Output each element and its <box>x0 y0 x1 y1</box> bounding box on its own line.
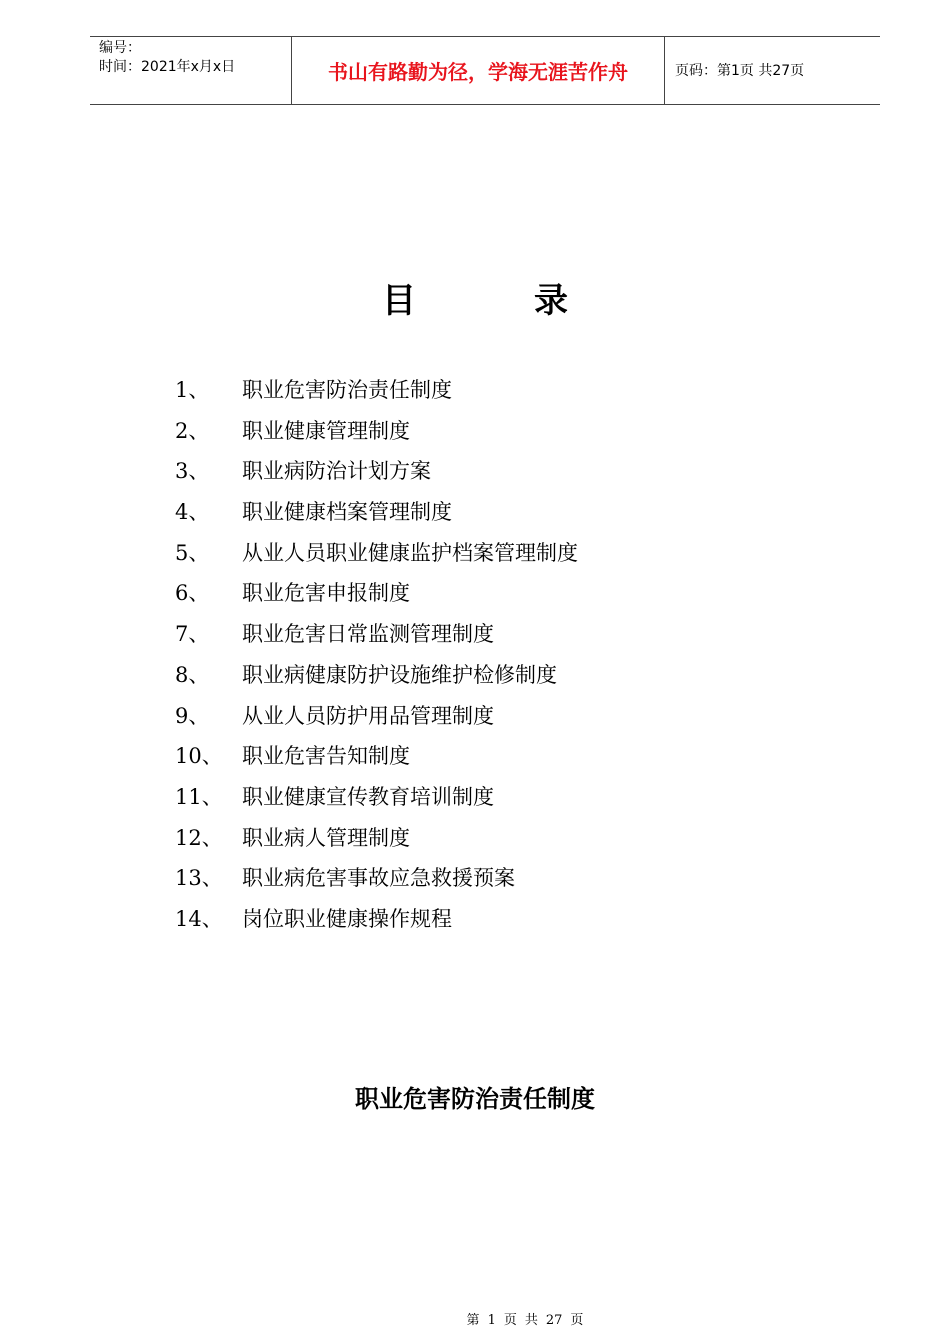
toc-item-number: 2、 <box>175 418 210 443</box>
toc-item-number: 11、 <box>175 784 223 809</box>
footer-total-prefix: 共 <box>524 1313 538 1328</box>
toc-item-label: 职业健康管理制度 <box>242 418 410 443</box>
toc-item-label: 岗位职业健康操作规程 <box>242 906 452 931</box>
header-motto: 书山有路勤为径，学海无涯苦作舟 <box>328 60 628 84</box>
toc-item-label: 职业病危害事故应急救援预案 <box>242 866 515 891</box>
toc-item-number: 6、 <box>175 581 210 606</box>
header-page-info: 页码：第1页 共27页 <box>675 63 805 79</box>
toc-item-number: 5、 <box>175 540 210 565</box>
footer-suffix: 页 <box>570 1313 584 1328</box>
page-footer <box>0 1312 950 1330</box>
footer-prefix: 第 <box>466 1313 480 1328</box>
toc-item-number: 9、 <box>175 703 210 728</box>
section-title: 职业危害防治责任制度 <box>355 1085 595 1113</box>
toc-item-number: 3、 <box>175 459 210 484</box>
page-header <box>90 36 880 105</box>
toc-item-label: 职业病人管理制度 <box>242 825 410 850</box>
toc-item-label: 职业健康档案管理制度 <box>242 500 452 525</box>
footer-page-word: 页 <box>503 1313 517 1328</box>
toc-item-number: 14、 <box>175 906 223 931</box>
toc-item-label: 职业危害申报制度 <box>242 581 410 606</box>
toc-item-label: 从业人员防护用品管理制度 <box>242 703 494 728</box>
toc-item-label: 职业健康宣传教育培训制度 <box>242 784 494 809</box>
toc-title: 目录 <box>382 281 686 321</box>
toc-item-number: 13、 <box>175 866 223 891</box>
toc-item-label: 从业人员职业健康监护档案管理制度 <box>242 540 578 565</box>
header-meta-cell <box>90 37 292 104</box>
toc-item-label: 职业危害日常监测管理制度 <box>242 622 494 647</box>
footer-total-pages: 27 <box>545 1313 563 1328</box>
header-motto-cell <box>292 37 665 104</box>
toc-item-number: 8、 <box>175 662 210 687</box>
toc-item-number: 4、 <box>175 500 210 525</box>
footer-current-page: 1 <box>487 1313 496 1328</box>
toc-item-label: 职业危害告知制度 <box>242 744 410 769</box>
toc-item-label: 职业危害防治责任制度 <box>242 378 452 402</box>
toc-item-number: 1、 <box>175 378 210 402</box>
toc-item-number: 10、 <box>175 744 223 769</box>
document-number-label: 编号： <box>99 40 141 56</box>
toc-item-number: 12、 <box>175 825 223 850</box>
toc-item-label: 职业病健康防护设施维护检修制度 <box>242 662 557 687</box>
toc-item-number: 7、 <box>175 622 210 647</box>
header-page-cell <box>665 37 880 104</box>
toc-item-label: 职业病防治计划方案 <box>242 459 431 484</box>
document-time-label: 时间：2021年x月x日 <box>99 59 236 75</box>
